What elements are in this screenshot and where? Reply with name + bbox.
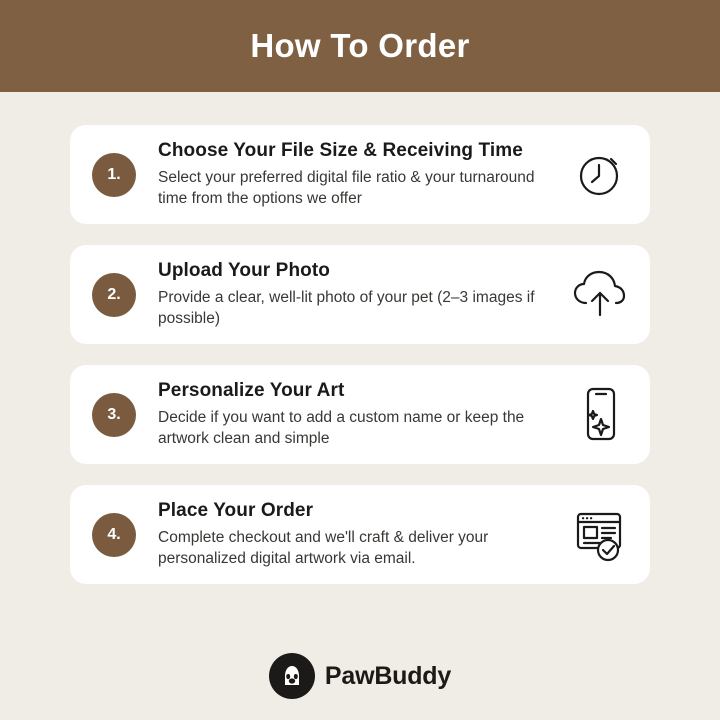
step-text-block	[136, 500, 566, 570]
phone-sparkle-icon	[566, 382, 632, 448]
clock-icon	[566, 142, 632, 208]
step-card-2	[70, 245, 650, 344]
paw-badge-icon	[269, 653, 315, 699]
step-card-3	[70, 365, 650, 464]
step-description: Decide if you want to add a custom name or keep the artwork clean and simple	[158, 408, 525, 447]
step-description: Select your preferred digital file ratio & your turnaround time from the options we offer	[158, 168, 535, 207]
step-title: Upload Your Photo	[158, 259, 330, 281]
browser-checkout-icon	[566, 502, 632, 568]
header-bar	[0, 0, 720, 92]
cloud-upload-icon	[566, 262, 632, 328]
step-number-badge: 3.	[92, 393, 136, 437]
page-title: How To Order	[250, 27, 470, 64]
step-title: Personalize Your Art	[158, 379, 345, 401]
step-text-block	[136, 260, 566, 330]
step-text-block	[136, 380, 566, 450]
step-number-badge: 4.	[92, 513, 136, 557]
steps-list	[0, 92, 720, 632]
step-description: Complete checkout and we'll craft & deliver your personalized digital artwork via email.	[158, 528, 489, 567]
step-title: Choose Your File Size & Receiving Time	[158, 139, 523, 161]
step-text-block	[136, 140, 566, 210]
step-title: Place Your Order	[158, 499, 314, 521]
step-number-badge: 2.	[92, 273, 136, 317]
step-card-4	[70, 485, 650, 584]
footer-brand	[0, 632, 720, 720]
step-card-1	[70, 125, 650, 224]
brand-name: PawBuddy	[324, 661, 452, 690]
step-description: Provide a clear, well-lit photo of your pet (2–3 images if possible)	[158, 288, 535, 327]
step-number-badge: 1.	[92, 153, 136, 197]
